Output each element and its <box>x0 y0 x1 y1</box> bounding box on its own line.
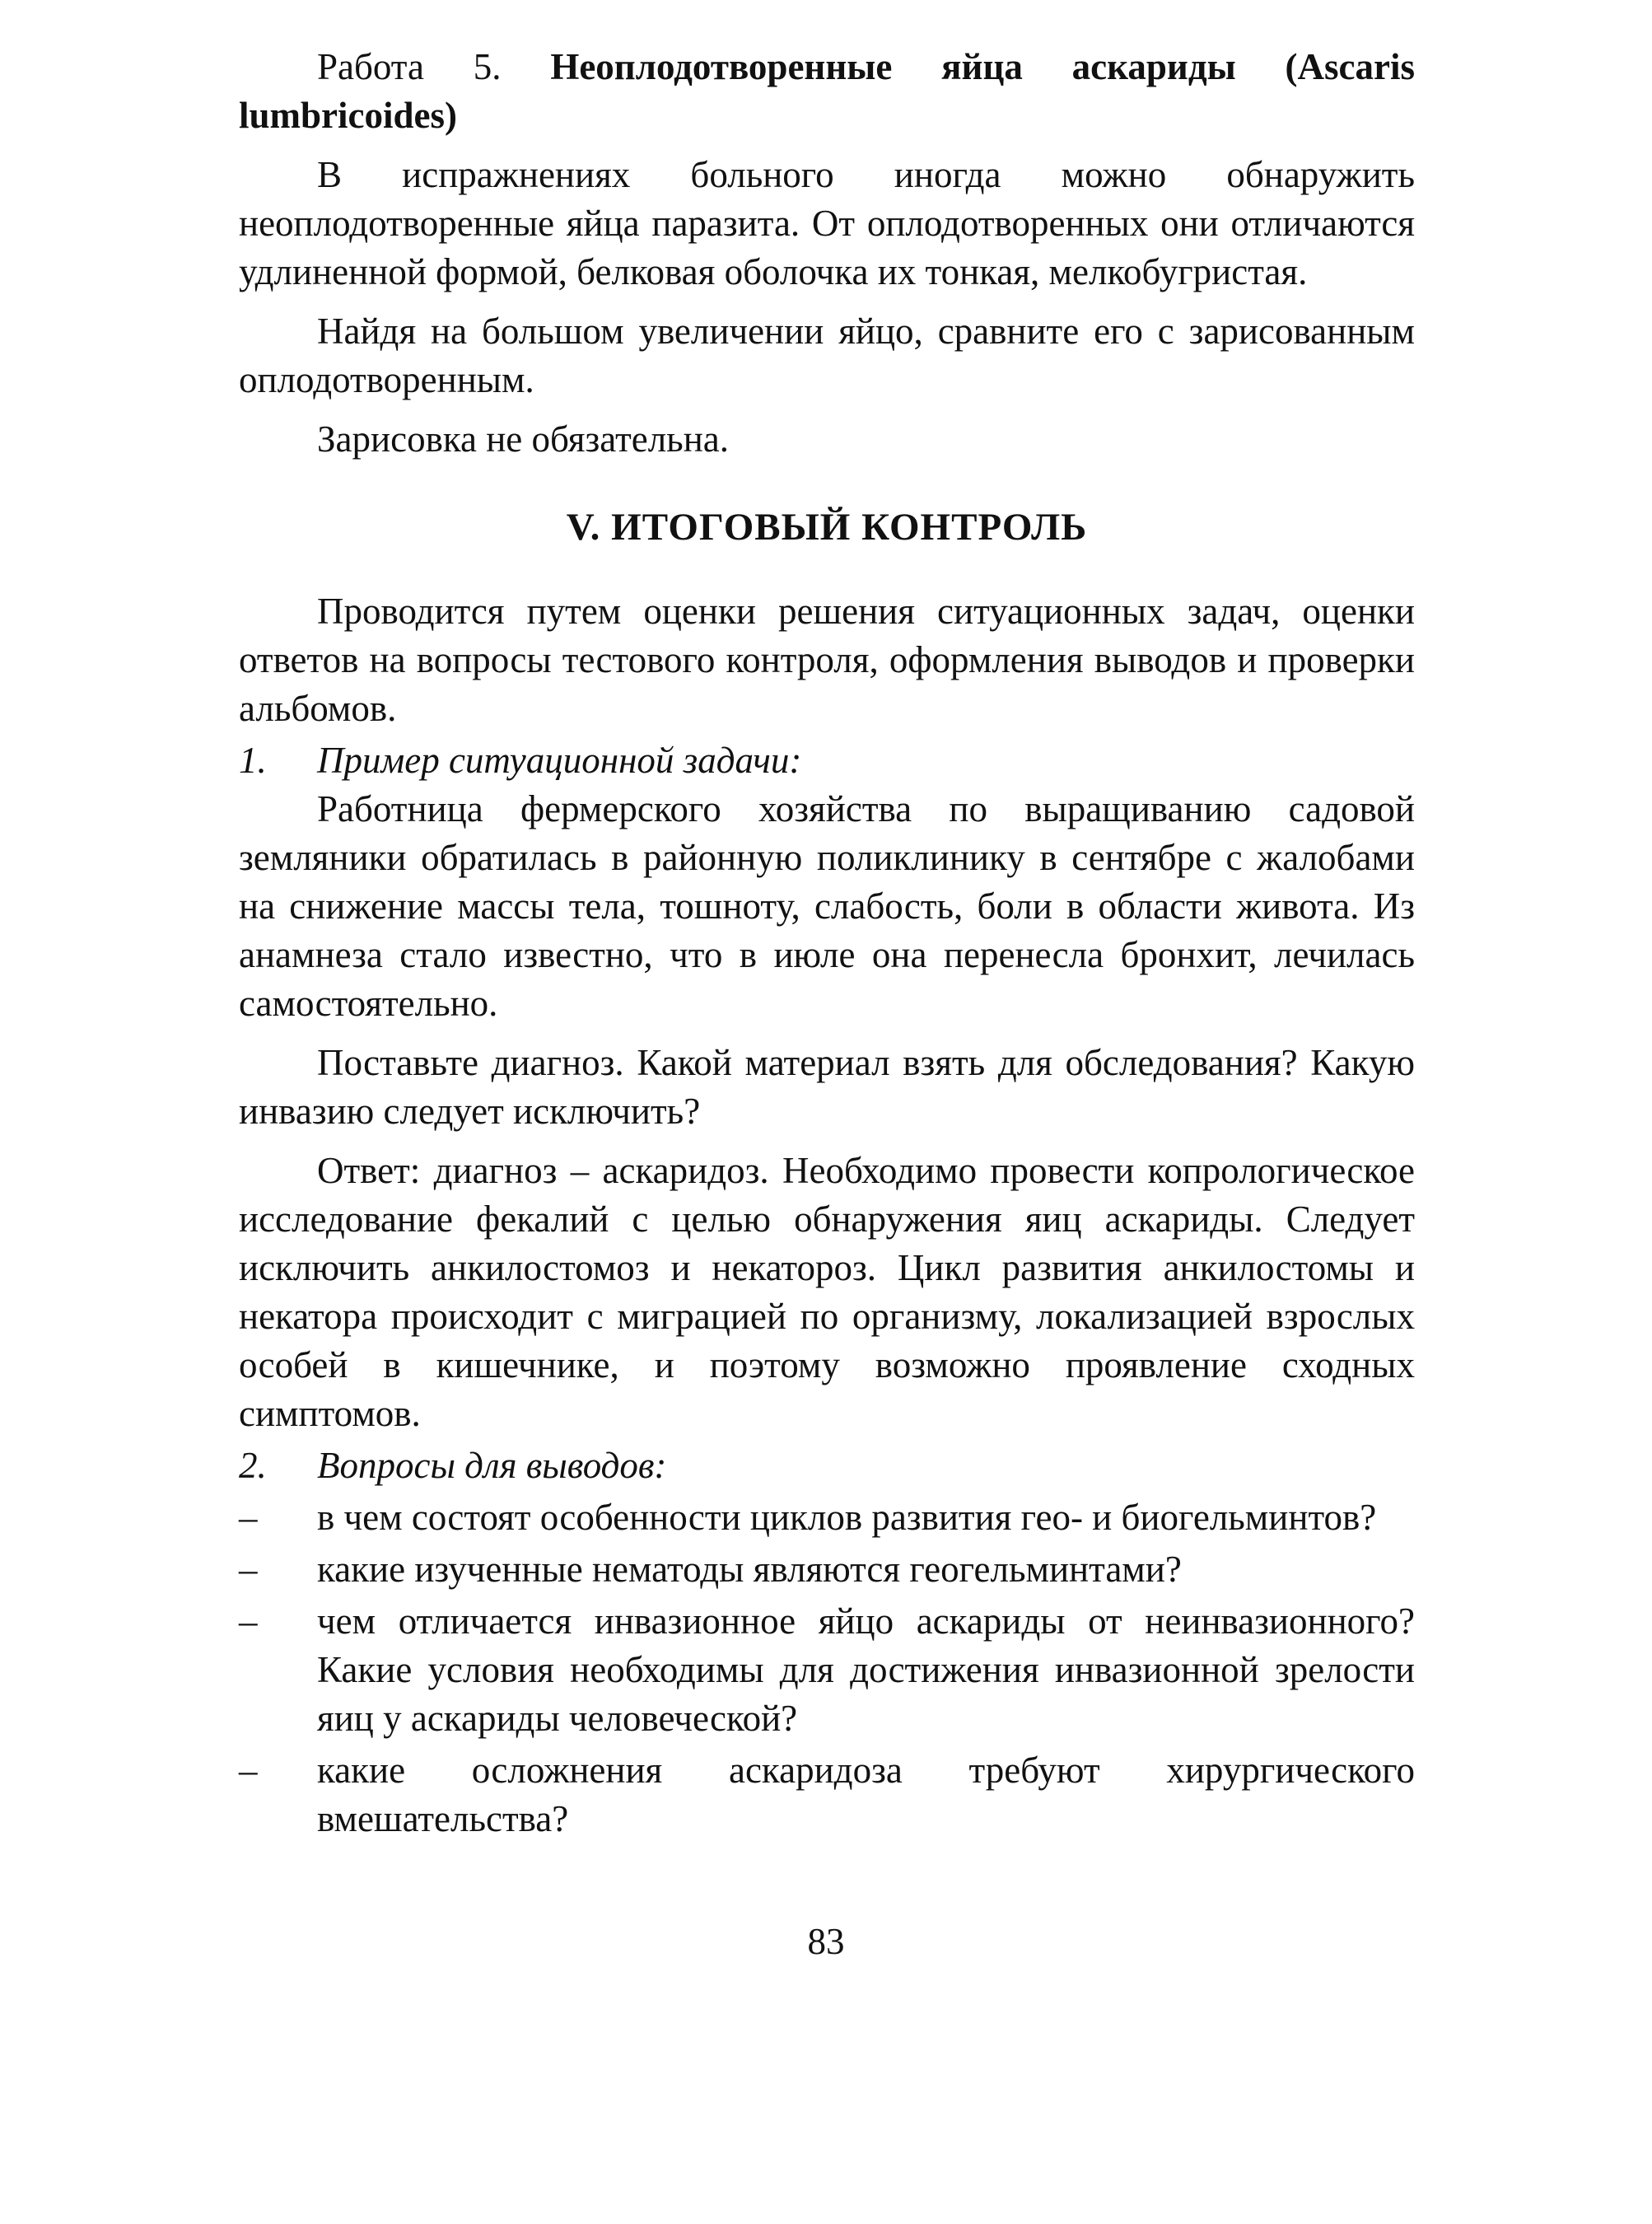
dash-marker: – <box>239 1600 258 1642</box>
item-label: Пример ситуационной задачи: <box>317 740 802 781</box>
question-item <box>239 1493 1415 1542</box>
item-label: Вопросы для выводов: <box>317 1445 667 1486</box>
question-item <box>239 1746 1415 1843</box>
question-item <box>239 1597 1415 1743</box>
dash-marker: – <box>239 1549 258 1590</box>
work-prefix: Работа 5. <box>317 46 551 87</box>
page-content <box>239 43 1415 1843</box>
question-text: в чем состоят особенности циклов развития гео- и биогельминтов? <box>317 1497 1377 1538</box>
work-title <box>239 43 1415 140</box>
dash-marker: – <box>239 1497 258 1538</box>
list-item-1 <box>239 736 1415 785</box>
questions-list <box>239 1493 1415 1843</box>
task-paragraph: Поставьте диагноз. Какой материал взять для обследования? Какую инвазию следует исключить? <box>239 1042 1415 1132</box>
dash-marker: – <box>239 1750 258 1791</box>
paragraph: В испражнениях больного иногда можно обнаружить неоплодотворенные яйца паразита. От оплодотворенных они отличаются удлиненной формой, белковая оболочка их тонкая, мелкобугристая. <box>239 154 1415 292</box>
answer-paragraph: Ответ: диагноз – аскаридоз. Необходимо провести копрологическое исследование фекалий с целью обнаружения яиц аскариды. Следует исключить анкилостомоз и некатороз. Цикл развития анкилостомы и некатора происходит с миграцией по организму, локализацией взрослых особей в кишечнике, и поэтому возможно проявление сходных симптомов. <box>239 1150 1415 1434</box>
paragraph: Зарисовка не обязательна. <box>317 418 730 460</box>
paragraph: Найдя на большом увеличении яйцо, сравните его с зарисованным оплодотворенным. <box>239 311 1415 400</box>
question-text: какие изученные нематоды являются геогельминтами? <box>317 1549 1182 1590</box>
question-item <box>239 1545 1415 1594</box>
question-text: чем отличается инвазионное яйцо аскариды от неинвазионного? Какие условия необходимы для достижения инвазионной зрелости яиц у аскариды человеческой? <box>317 1600 1415 1739</box>
intro-paragraph: Проводится путем оценки решения ситуационных задач, оценки ответов на вопросы тестового контроля, оформления выводов и проверки альбомов. <box>239 591 1415 729</box>
page-number: 83 <box>807 1921 845 1962</box>
list-item-2 <box>239 1441 1415 1490</box>
task-paragraph: Работница фермерского хозяйства по выращиванию садовой земляники обратилась в районную поликлинику в сентябре с жалобами на снижение массы тела, тошноту, слабость, боли в области живота. Из анамнеза стало известно, что в июле она перенесла бронхит, лечилась самостоятельно. <box>239 788 1415 1024</box>
question-text: какие осложнения аскаридоза требуют хирургического вмешательства? <box>317 1750 1415 1839</box>
item-number: 2. <box>239 1445 267 1486</box>
item-number: 1. <box>239 740 267 781</box>
work-title-bold: Неоплодотворенные яйца аскариды (Ascaris lumbricoides) <box>239 46 1415 136</box>
section-heading: V. ИТОГОВЫЙ КОНТРОЛЬ <box>566 506 1088 549</box>
